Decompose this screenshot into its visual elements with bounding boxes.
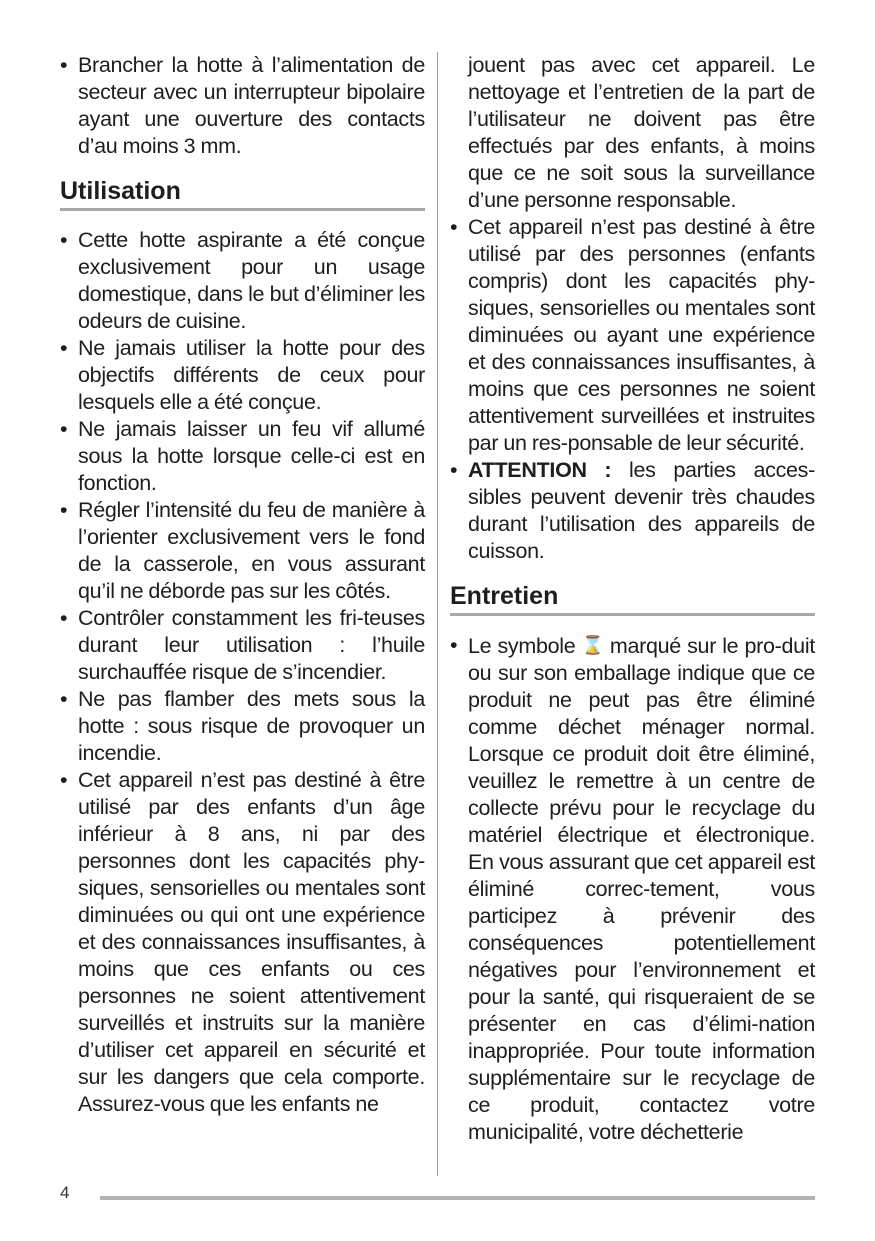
utilisation-list: [60, 227, 425, 1118]
bullet-dot: •: [60, 53, 68, 77]
section-heading-utilisation: Utilisation: [60, 176, 425, 211]
bullet-dot: •: [60, 768, 68, 792]
attention-label: ATTENTION :: [468, 458, 612, 482]
list-item: • Ne jamais laisser un feu vif allumé sous la hotte lorsque celle-ci est en fonction.: [60, 417, 425, 495]
entretien-list: [450, 632, 815, 1146]
intro-list: [60, 52, 425, 160]
list-item-attention: • ATTENTION : les parties acces-sibles peuvent devenir très chaudes durant l’utilisation des appareils de cuisson.: [450, 458, 815, 563]
list-item: • Ne jamais utiliser la hotte pour des objectifs différents de ceux pour lesquels elle a été conçue.: [60, 336, 425, 414]
list-item: • Cette hotte aspirante a été conçue exclusivement pour un usage domestique, dans le but d’éliminer les odeurs de cuisine.: [60, 228, 425, 333]
column-divider: [437, 52, 438, 1176]
list-item: • Ne pas flamber des mets sous la hotte : sous risque de provoquer un incendie.: [60, 687, 425, 765]
footer-rule: [100, 1196, 815, 1200]
bullet-dot: •: [60, 417, 68, 441]
list-item: • Contrôler constamment les fri-teuses durant leur utilisation : l’huile surchauffée risque de s’incendier.: [60, 606, 425, 684]
bullet-dot: •: [450, 215, 458, 239]
section-heading-entretien: Entretien: [450, 581, 815, 616]
left-column: [60, 52, 425, 1118]
list-item: • Le symbole ⌛ marqué sur le pro-duit ou sur son emballage indique que ce produit ne peut pas être éliminé comme déchet ménager normal. Lorsque ce produit doit être éliminé, veuillez le remettre à un centre de collecte prévu pour le recyclage du matériel électrique et électronique. En vous assurant que cet appareil est éliminé correc-tement, vous participez à prévenir des conséquences potentiellement négatives pour l’environnement et pour la santé, qui risqueraient de se présenter en cas d’élimi-nation inappropriée. Pour toute information supplémentaire sur le recyclage de ce produit, contactez votre municipalité, votre déchetterie: [450, 633, 815, 1144]
list-item: • Brancher la hotte à l’alimentation de secteur avec un interrupteur bipolaire ayant une ouverture des contacts d’au moins 3 mm.: [60, 53, 425, 158]
continuation-list: [450, 52, 815, 565]
bullet-dot: •: [60, 606, 68, 630]
page-number: 4: [60, 1183, 70, 1202]
bullet-dot: •: [450, 633, 458, 657]
bullet-dot: •: [60, 336, 68, 360]
bullet-dot: •: [60, 228, 68, 252]
list-item-continuation: jouent pas avec cet appareil. Le nettoyage et l’entretien de la part de l’utilisateur ne doivent pas être effectués par des enfants, à moins que ce ne soit sous la surveillance d’une personne responsable.: [468, 53, 815, 212]
list-item: • Régler l’intensité du feu de manière à l’orienter exclusivement vers le fond de la casserole, en vous assurant qu’il ne déborde pas sur les côtés.: [60, 498, 425, 603]
bullet-dot: •: [60, 498, 68, 522]
right-column: [450, 52, 815, 1146]
list-item: • Cet appareil n’est pas destiné à être utilisé par des enfants d’un âge inférieur à 8 ans, ni par des personnes dont les capacités phy-siques, sensorielles ou mentales sont diminuées ou qui ont une expérience et des connaissances insuffisantes, à moins que ces enfants ou ces personnes ne soient attentivement surveillés et instruits sur la manière d’utiliser cet appareil en sécurité et sur les dangers que cela comporte. Assurez-vous que les enfants ne: [60, 768, 425, 1116]
list-item: • Cet appareil n’est pas destiné à être utilisé par des personnes (enfants compris) dont les capacités phy-siques, sensorielles ou mentales sont diminuées ou ayant une expérience et des connaissances insuffisantes, à moins que ces personnes ne soient attentivement surveillées et instruites par un res-ponsable de leur sécurité.: [450, 215, 815, 455]
bullet-dot: •: [450, 458, 458, 482]
crossed-bin-icon: ⌛: [581, 635, 604, 655]
bullet-dot: •: [60, 687, 68, 711]
